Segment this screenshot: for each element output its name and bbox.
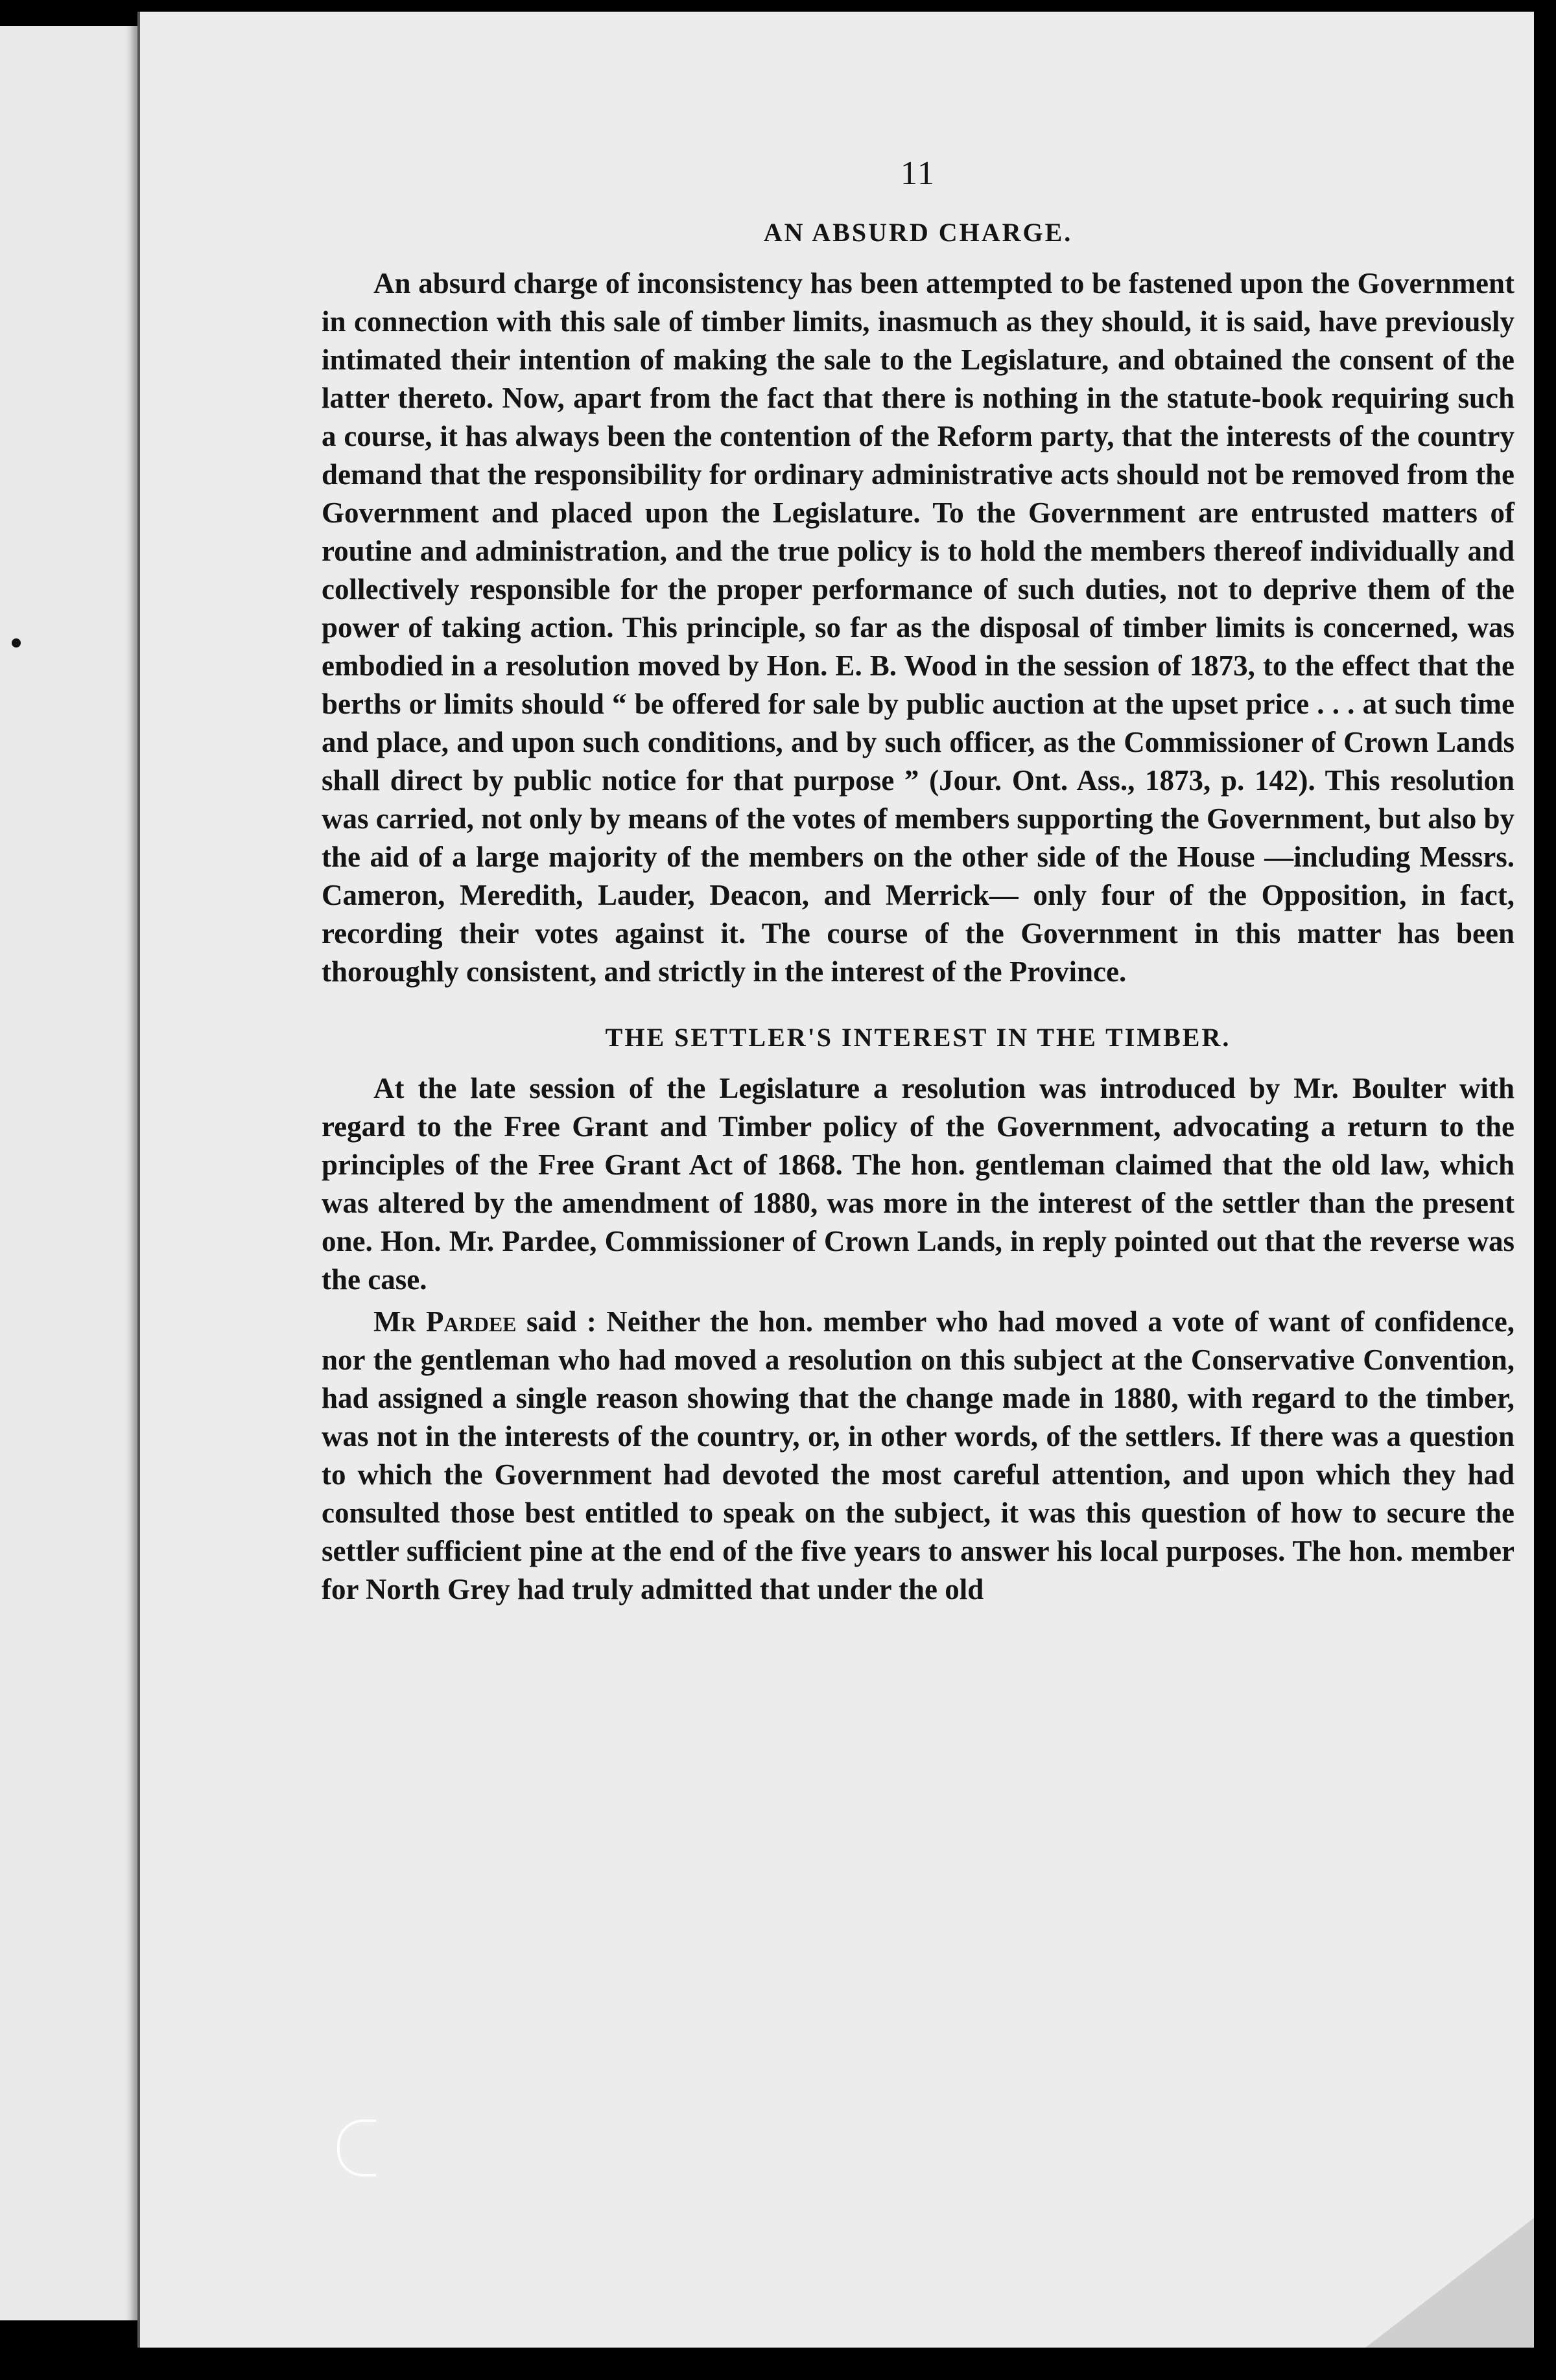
section-heading-settlers-interest: THE SETTLER'S INTEREST IN THE TIMBER. bbox=[605, 1023, 1231, 1052]
previous-page-edge bbox=[0, 26, 150, 2320]
ink-spot bbox=[12, 638, 21, 648]
paragraph-absurd-charge: An absurd charge of inconsistency has been attempted to be fastened upon the Government in connection with this sale of timber limits, inasmuch as they should, it is said, have previously intimated their intention of making the sale to the Legislature, and obtained the consent of the latter thereto. Now, apart from the fact that there is nothing in the statute-book requiring such a course, it has always been the contention of the Reform party, that the interests of the country demand that the responsibility for ordinary administrative acts should not be removed from the Government and placed upon the Legislature. To the Government are entrusted matters of routine and administration, and the true policy is to hold the members thereof individually and collectively responsible for the proper performance of such duties, not to deprive them of the power of taking action. This principle, so far as the disposal of timber limits is concerned, was embodied in a resolution moved by Hon. E. B. Wood in the session of 1873, to the effect that the berths or limits should “ be offered for sale by public auction at the upset price . . . at such time and place, and upon such conditions, and by such officer, as the Commissioner of Crown Lands shall direct by public notice for that purpose ” (Jour. Ont. Ass., 1873, p. 142). This resolution was carried, not only by means of the votes of members supporting the Government, but also by the aid of a large majority of the members on the other side of the House —including Messrs. Cameron, Meredith, Lauder, Deacon, and Merrick— only four of the Opposition, in fact, recording their votes against it. The course of the Government in this matter has been thoroughly consistent, and strictly in the interest of the Province. bbox=[322, 267, 1515, 988]
page-number: 11 bbox=[900, 155, 936, 192]
speech-text: said : Neither the hon. member who had moved a vote of want of confidence, nor the gentleman who had moved a resolution on this subject at the Conservative Convention, had assigned a single reason showing that the change made in 1880, with regard to the timber, was not in the interests of the country, or, in other words, of the settlers. If there was a question to which the Government had devoted the most careful attention, and upon which they had consulted those best entitled to speak on the subject, it was this question of how to secure the settler sufficient pine at the end of the five years to answer his local purposes. The hon. member for North Grey had truly admitted that under the old bbox=[322, 1305, 1515, 1605]
page-content bbox=[322, 154, 1515, 1609]
document-page bbox=[137, 12, 1534, 2348]
folded-corner bbox=[1365, 2218, 1534, 2348]
paragraph-pardee-speech bbox=[322, 1303, 1515, 1609]
speaker-name: Mr Pardee bbox=[373, 1305, 517, 1338]
paragraph-settlers-interest: At the late session of the Legislature a resolution was introduced by Mr. Boulter with regard to the Free Grant and Timber policy of the Government, advocating a return to the principles of the Free Grant Act of 1868. The hon. gentleman claimed that the old law, which was altered by the amendment of 1880, was more in the interest of the settler than the present one. Hon. Mr. Pardee, Commissioner of Crown Lands, in reply pointed out that the reverse was the case. bbox=[322, 1072, 1515, 1296]
section-heading-absurd-charge: AN ABSURD CHARGE. bbox=[763, 218, 1073, 247]
